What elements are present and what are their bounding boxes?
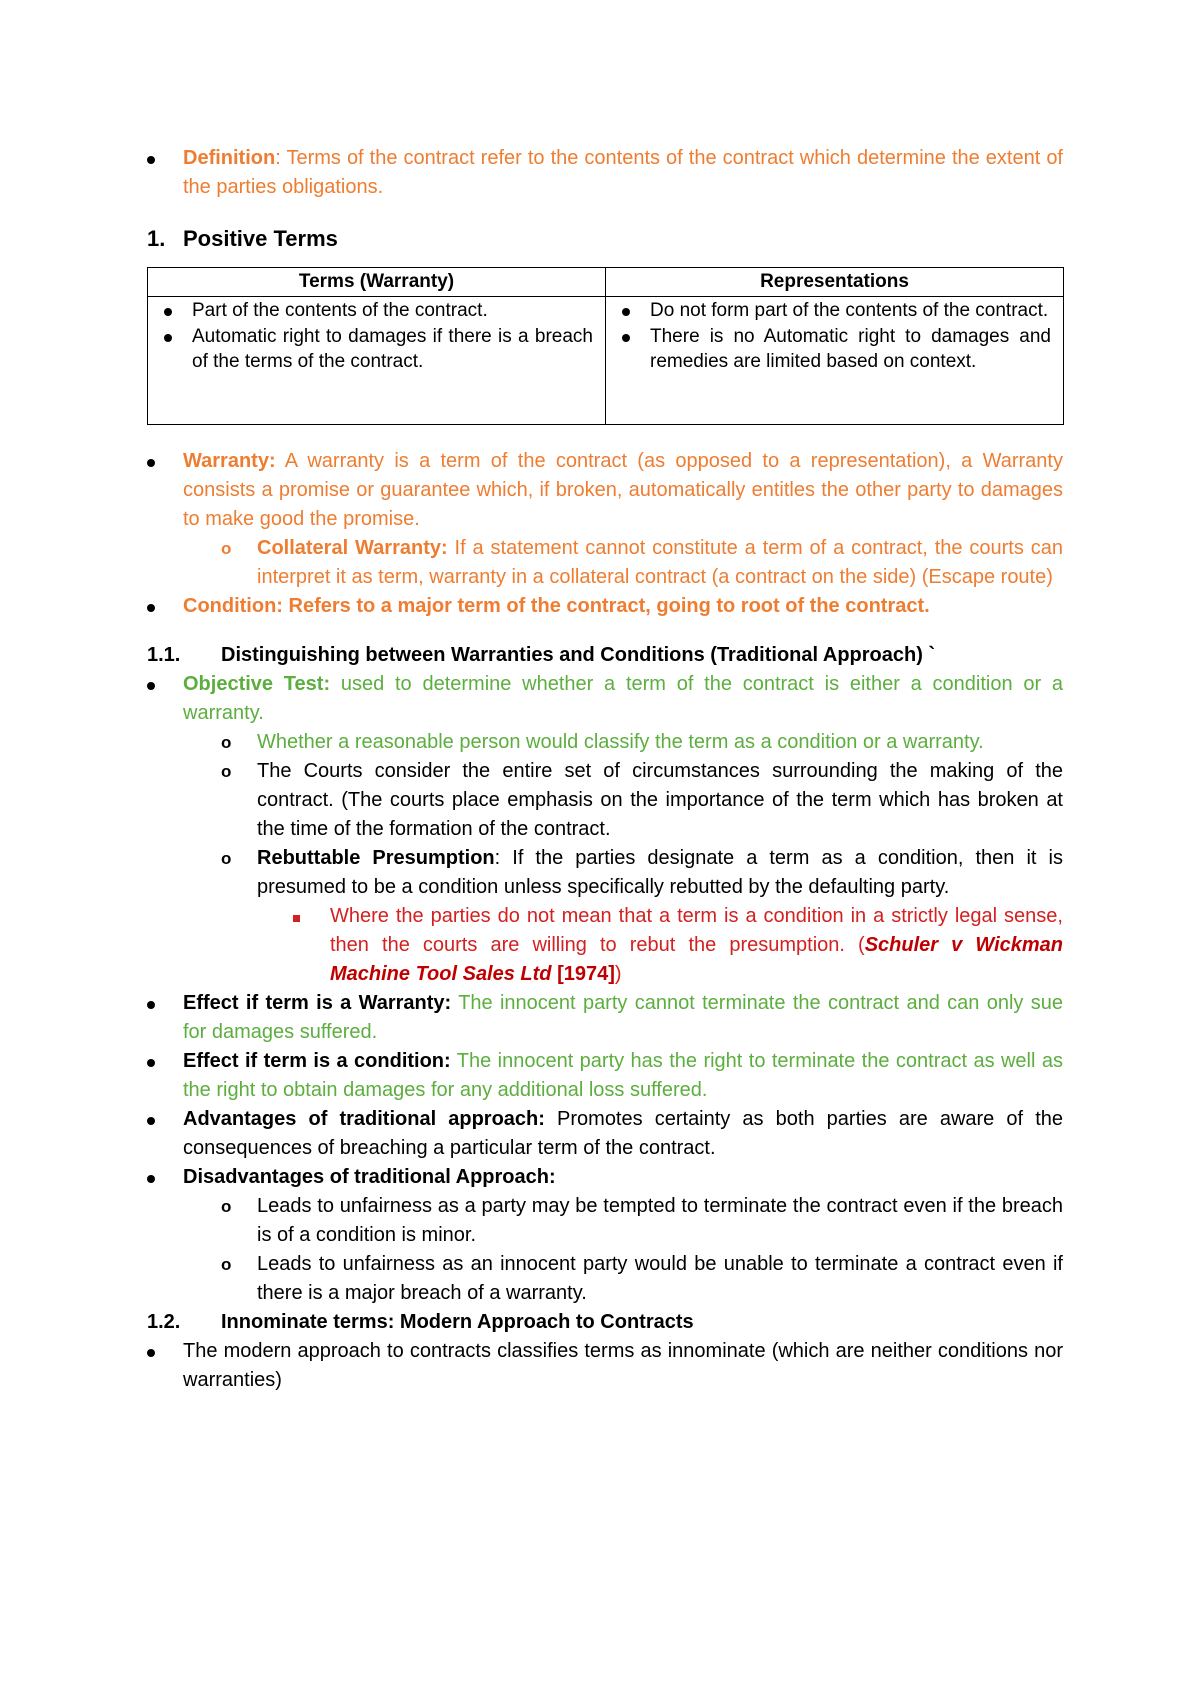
objective-text: used to determine whether a term of the contract is either a condition or a warranty. <box>183 673 1063 724</box>
list-item-text: Automatic right to damages if there is a breach of the terms of the contract. <box>192 325 593 372</box>
list-item-text: Do not form part of the contents of the contract. <box>650 300 1049 321</box>
definition-label: Definition <box>183 147 276 169</box>
objective-sub-text: Whether a reasonable person would classify the term as a condition or a warranty. <box>257 731 984 753</box>
disadvantages-sub-item <box>147 1250 1063 1308</box>
list-item <box>614 298 1051 324</box>
section-heading-distinguishing <box>147 641 1063 670</box>
disadvantages-sub-text: Leads to unfairness as a party may be tempted to terminate the contract even if the breach is of a condition is minor. <box>257 1195 1063 1246</box>
case-close: ) <box>614 963 622 985</box>
table-header-row <box>148 268 1064 297</box>
list-item <box>614 324 1051 375</box>
rebuttable-presumption-item <box>147 844 1063 902</box>
condition-text: Refers to a major term of the contract, going to root of the contract. <box>282 595 930 617</box>
disadvantages-sub-text: Leads to unfairness as an innocent party would be unable to terminate a contract even if there is a major breach of a warranty. <box>257 1253 1063 1304</box>
bullet-icon <box>147 1105 155 1134</box>
terms-comparison-table <box>147 267 1064 425</box>
case-year: [1974] <box>551 963 615 985</box>
section-heading-positive-terms <box>147 224 1063 253</box>
effect-warranty-item <box>147 989 1063 1047</box>
warranty-text: A warranty is a term of the contract (as opposed to a representation), a Warranty consists a promise or guarantee which, if broken, automatically entitles the other party to damages to make good the promise. <box>183 450 1063 530</box>
collateral-text: If a statement cannot constitute a term of a contract, the courts can interpret it as term, warranty in a collateral contract (a contract on the side) (Escape route) <box>257 537 1063 588</box>
disadvantages-item <box>147 1163 1063 1192</box>
case-name: Schuler v Wickman Machine Tool Sales Ltd <box>330 934 1063 985</box>
section-title: Innominate terms: Modern Approach to Contracts <box>221 1311 694 1333</box>
circle-bullet-icon: o <box>221 733 232 752</box>
bullet-icon <box>147 1163 155 1192</box>
bullet-icon <box>147 592 155 621</box>
bullet-icon <box>622 298 630 324</box>
section-number: 1.1. <box>147 644 181 666</box>
document-content <box>147 144 1063 1395</box>
section-number: 1.2. <box>147 1311 181 1333</box>
condition-item <box>147 592 1063 621</box>
bullet-icon <box>147 670 155 699</box>
objective-sub-text: The Courts consider the entire set of circumstances surrounding the making of the contract. (The courts place emphasis on the importance of the term which has broken at the time of the formation of the contract. <box>257 760 1063 840</box>
table-row <box>148 297 1064 425</box>
rebuttable-text: : If the parties designate a term as a condition, then it is presumed to be a condition unless specifically rebutted by the defaulting party. <box>257 847 1063 898</box>
objective-sub-item <box>147 728 1063 757</box>
objective-label: Objective Test: <box>183 673 331 695</box>
list-item <box>156 324 593 375</box>
circle-bullet-icon: o <box>221 1255 232 1274</box>
circle-bullet-icon: o <box>221 762 232 781</box>
bullet-icon <box>147 447 155 476</box>
advantages-text: Promotes certainty as both parties are aware of the consequences of breaching a particular term of the contract. <box>183 1108 1063 1159</box>
effect-condition-label: Effect if term is a condition: <box>183 1050 451 1072</box>
bullet-icon <box>147 1047 155 1076</box>
objective-test-item <box>147 670 1063 728</box>
table-cell-representations <box>606 297 1064 425</box>
rebuttable-label: Rebuttable Presumption <box>257 847 495 869</box>
section-title: Distinguishing between Warranties and Conditions (Traditional Approach) ` <box>221 644 936 666</box>
bullet-icon <box>147 989 155 1018</box>
section-heading-innominate <box>147 1308 1063 1337</box>
section-title: Positive Terms <box>183 226 338 251</box>
definition-text: : Terms of the contract refer to the contents of the contract which determine the extent of the parties obligations. <box>183 147 1063 198</box>
list-item <box>156 298 593 324</box>
list-item-text: Part of the contents of the contract. <box>192 300 488 321</box>
modern-approach-text: The modern approach to contracts classifies terms as innominate (which are neither conditions nor warranties) <box>183 1340 1063 1391</box>
effect-warranty-text: The innocent party cannot terminate the contract and can only sue for damages suffered. <box>183 992 1063 1043</box>
condition-label: Condition: <box>183 595 283 617</box>
advantages-item <box>147 1105 1063 1163</box>
modern-approach-item <box>147 1337 1063 1395</box>
advantages-label: Advantages of traditional approach: <box>183 1108 545 1130</box>
warranty-item <box>147 447 1063 534</box>
collateral-warranty-item <box>147 534 1063 592</box>
square-bullet-icon <box>293 902 300 931</box>
warranty-label: Warranty: <box>183 450 276 472</box>
circle-bullet-icon: o <box>221 539 232 558</box>
spacer <box>147 621 1063 641</box>
rebut-detail-item <box>147 902 1063 989</box>
circle-bullet-icon: o <box>221 1197 232 1216</box>
definition-item <box>147 144 1063 202</box>
rebut-detail-text: Where the parties do not mean that a term is a condition in a strictly legal sense, then the courts are willing to rebut the presumption. ( <box>330 905 1063 956</box>
disadvantages-sub-item <box>147 1192 1063 1250</box>
collateral-label: Collateral Warranty: <box>257 537 448 559</box>
disadvantages-label: Disadvantages of traditional Approach: <box>183 1166 556 1188</box>
effect-warranty-label: Effect if term is a Warranty: <box>183 992 452 1014</box>
table-cell-terms <box>148 297 606 425</box>
bullet-icon <box>164 298 172 324</box>
bullet-icon <box>164 324 172 350</box>
table-header-terms: Terms (Warranty) <box>148 268 606 297</box>
list-item-text: There is no Automatic right to damages and remedies are limited based on context. <box>650 325 1051 372</box>
effect-condition-item <box>147 1047 1063 1105</box>
objective-sub-item <box>147 757 1063 844</box>
bullet-icon <box>147 1337 155 1366</box>
table-header-representations: Representations <box>606 268 1064 297</box>
circle-bullet-icon: o <box>221 849 232 868</box>
bullet-icon <box>622 324 630 350</box>
effect-condition-text: The innocent party has the right to terminate the contract as well as the right to obtain damages for any additional loss suffered. <box>183 1050 1063 1101</box>
bullet-icon <box>147 144 155 173</box>
section-number: 1. <box>147 226 166 251</box>
